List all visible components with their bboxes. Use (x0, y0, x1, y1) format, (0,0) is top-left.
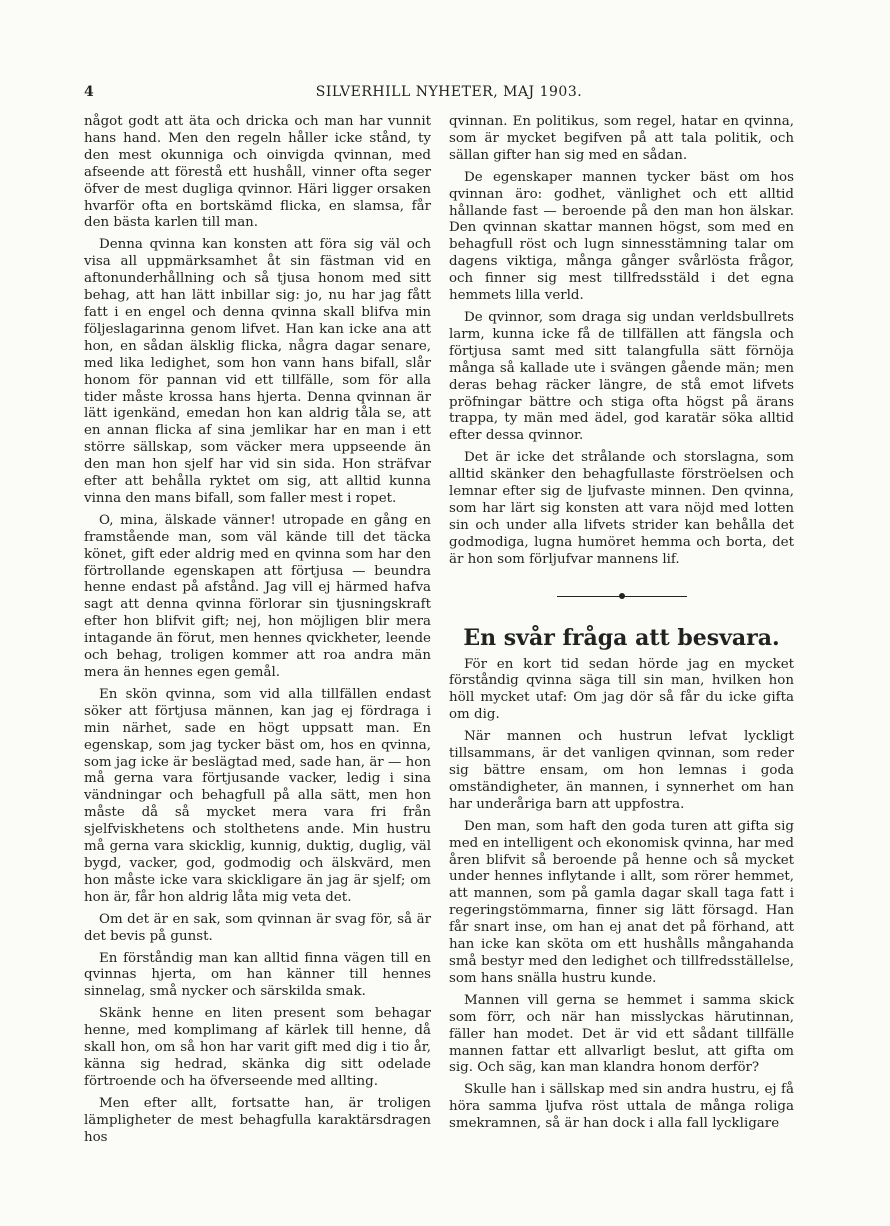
page-header (84, 84, 814, 104)
page-number: 4 (84, 84, 95, 100)
paragraph: En förståndig man kan alltid finna vägen till en qvinnas hjerta, om han känner till hennes sinnelag, små nycker och särskilda smak. (84, 950, 431, 1000)
divider-dot (619, 593, 625, 599)
paragraph: Men efter allt, fortsatte han, är troligen lämpligheter de mest behagfulla karaktärsdragen hos (84, 1095, 431, 1145)
paragraph: När mannen och hustrun lefvat lyckligt tillsammans, är det vanligen qvinnan, som reder sig bättre ensam, om hon lemnas i goda omständigheter, än mannen, i synnerhet om han har underåriga barn att uppfostra. (449, 729, 794, 812)
paragraph: Skänk henne en liten present som behagar henne, med komplimang af kärlek till henne, då skall hon, om så hon har varit gift med dig i tio år, känna sig hedrad, skänka dig sitt odelade förtroende och ha öfverseende med allting. (84, 1006, 431, 1089)
paragraph: De egenskaper mannen tycker bäst om hos qvinnan äro: godhet, vänlighet och ett alltid hållande fast — beroende på den man hon älskar. Den qvinnan skattar mannen högst, som med en behagfull röst och lugn sinnesstämning talar om dagens viktiga, många gånger svårlösta frågor, och finner sig mest tillfredsstäld i det egna hemmets lilla verld. (449, 169, 794, 304)
paragraph: Det är icke det strålande och storslagna, som alltid skänker den behagfullaste förströelsen och lemnar efter sig de ljufvaste minnen. Den qvinna, som har lärt sig konsten att vara nöjd med lotten sin och under alla lifvets strider kan behålla det godmodiga, lugna humöret hemma och borta, det är hon som förljufvar mannens lif. (449, 450, 794, 567)
paragraph: Denna qvinna kan konsten att föra sig väl och visa all uppmärksamhet åt sin fästman vid en aftonunderhållning och så tjusa honom med sitt behag, att han lätt inbillar sig: jo, nu har jag fått fatt i en engel och denna qvinna skall blifva min följeslagarinna genom lifvet. Han kan icke ana att hon, en sådan älsklig flicka, några dagar senare, med lika ledighet, som hon vann hans bifall, slår honom för pannan vid ett tillfälle, som för alla tider måste krossa hans hjerta. Denna qvinnan är lätt igenkänd, emedan hon kan aldrig tåla se, att en annan flicka af sina jemlikar har en man i ett större sällskap, som väcker mera uppseende än den man hon sjelf har vid sin sida. Hon sträfvar efter att behålla ryktet om sig, att alltid kunna vinna den mans bifall, som faller mest i ropet. (84, 237, 431, 506)
left-column (84, 114, 431, 1151)
right-column (449, 114, 794, 1138)
paragraph: O, mina, älskade vänner! utropade en gång en framstående man, som väl kände till det täcka könet, gift eder aldrig med en qvinna som har den förtrollande egenskapen att förtjusa — beundra henne endast på afstånd. Jag vill ej härmed hafva sagt att denna qvinna förlorar sin tjusningskraft efter hon blifvit gift; nej, hon möjligen blir mera intagande än förut, men hennes qvickheter, leende och behag, troligen kommer att roa andra män mera än hennes egen gemål. (84, 512, 431, 680)
paragraph: För en kort tid sedan hörde jag en mycket förståndig qvinna säga till sin man, hvilken hon höll mycket utaf: Om jag dör så får du icke gifta om dig. (449, 656, 794, 723)
paragraph: Mannen vill gerna se hemmet i samma skick som förr, och när han misslyckas härutinnan, fäller han modet. Det är vid ett sådant tillfälle mannen fattar ett allvarligt beslut, att gifta om sig. Och säg, kan man klandra honom derför? (449, 992, 794, 1076)
article-heading: En svår fråga att besvara. (463, 624, 780, 651)
paragraph: En skön qvinna, som vid alla tillfällen endast söker att förtjusa männen, kan jag ej fördraga i min närhet, sade en högt uppsatt man. En egenskap, som jag tycker bäst om, hos en qvinna, som jag icke är beslägtad med, sade han, är — hon må gerna vara förtjusande vacker, ledig i sina vändningar och behagfull på alla sätt, men hon måste då så mycket mera vara fri från sjelfviskhetens och stolthetens ande. Min hustru må gerna vara skicklig, kunnig, duktig, duglig, väl bygd, vacker, god, godmodig och älskvärd, men hon måste icke vara skickligare än jag är sjelf; om hon är, får hon aldrig låta mig veta det. (84, 686, 431, 905)
paragraph: Om det är en sak, som qvinnan är svag för, så är det bevis på gunst. (84, 911, 431, 944)
paragraph: Den man, som haft den goda turen att gifta sig med en intelligent och ekonomisk qvinna, har med åren blifvit så beroende på henne och så mycket under hennes inflytande i allt, som rörer hemmet, att mannen, som på gamla dagar skall taga fatt i regeringstömmarna, finner sig lätt försagd. Han får snart inse, om han ej anat det på förhand, att han icke kan sköta om ett hushålls mångahanda små bestyr med den ledighet och tillfredsställelse, som hans snälla hustru kunde. (449, 818, 794, 986)
newspaper-title: SILVERHILL NYHETER, MAJ 1903. (315, 84, 583, 100)
paragraph: något godt att äta och dricka och man har vunnit hans hand. Men den regeln håller icke stånd, ty den mest okunniga och oinvigda qvinnan, med afseende att förestå ett hushåll, vinner ofta seger öfver de mest dugliga qvinnor. Häri ligger orsaken hvarför ofta en bortskämd flicka, en slamsa, får den bästa karlen till man. (84, 114, 431, 231)
paragraph: qvinnan. En politikus, som regel, hatar en qvinna, som är mycket begifven på att tala politik, och sällan gifter han sig med en sådan. (449, 114, 794, 163)
section-divider (557, 591, 687, 603)
paragraph: De qvinnor, som draga sig undan verldsbullrets larm, kunna icke få de tillfällen att fängsla och förtjusa samt med sitt talangfulla sätt förnöja många så kallade ute i svängen gående män; men deras behag räcker längre, de stå emot lifvets pröfningar bättre och stiga ofta högst på ärans trappa, ty män med ädel, god karatär söka alltid efter dessa qvinnor. (449, 309, 794, 444)
paragraph: Skulle han i sällskap med sin andra hustru, ej få höra samma ljufva röst uttala de många roliga smekramnen, så är han dock i alla fall lyckligare (449, 1082, 794, 1132)
